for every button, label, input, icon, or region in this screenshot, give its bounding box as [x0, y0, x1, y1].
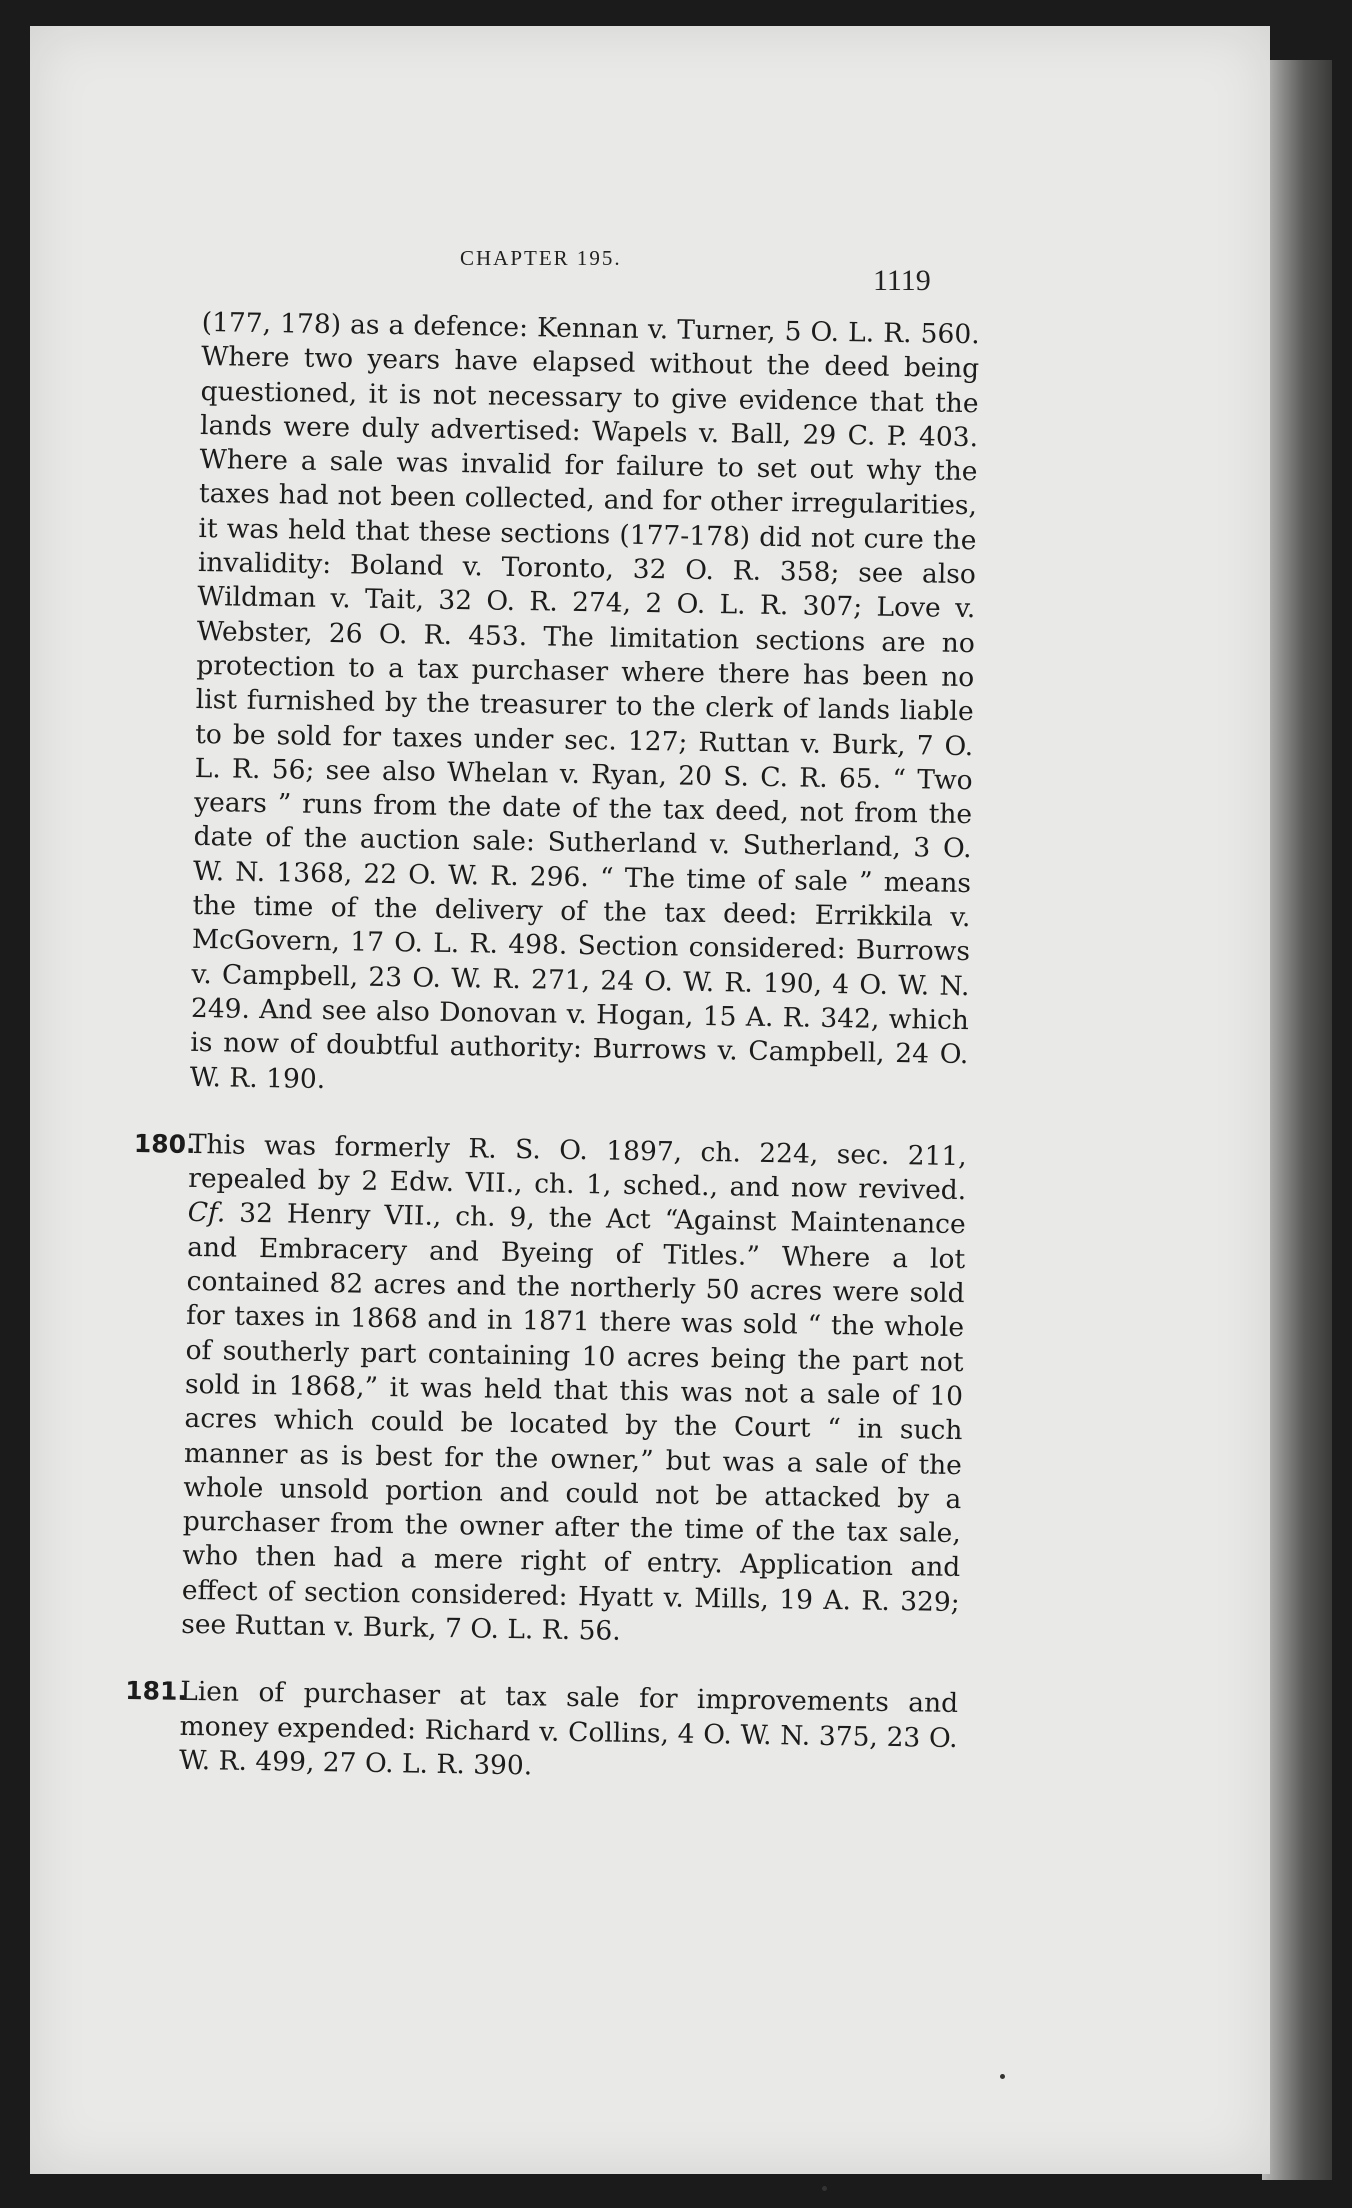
page-number: 1119 — [873, 264, 931, 297]
dust-speck — [1000, 2074, 1005, 2079]
page-edge-shadow — [1262, 60, 1332, 2180]
continued-note-text: (177, 178) as a defence: Kennan v. Turner, 5 O. L. R. 560. Where two years have elapsed without the deed being questioned, it is not necessary to give evidence that the lands were duly advertised: Wapels v. Ball, 29 C. P. 403. Where a sale was invalid for failure to set out why the taxes had not been collected, and for other irregularities, it was held that these sections (177-178) did not cure the invalidity: Boland v. Toronto, 32 O. R. 358; see also Wildman v. Tait, 32 O. R. 274, 2 O. L. R. 307; Love v. Webster, 26 O. R. 453. The limitation sections are no protection to a tax purchaser where there has been no list furnished by the treasurer to the clerk of lands liable to be sold for taxes under sec. 127; Ruttan v. Burk, 7 O. L. R. 56; see also Whelan v. Ryan, 20 S. C. R. 65. “ Two years ” runs from the date of the tax deed, not from the date of the auction sale: Sutherland v. Sutherland, 3 O. W. N. 1368, 22 O. W. R. 296. “ The time of sale ” means the time of the delivery of the tax deed: Errikkila v. McGovern, 17 O. L. R. 498. Section considered: Burrows v. Campbell, 23 O. W. R. 271, 24 O. W. R. 190, 4 O. W. N. 249. And see also Donovan v. Hogan, 15 A. R. 342, which is now of doubtful authority: Burrows v. Campbell, 24 O. W. R. 190. — [189, 306, 980, 1095]
note-text: Lien of purchaser at tax sale for improvements and money expended: Richard v. Collins, 4 O. W. N. 375, 23 O. W. R. 499, 27 O. L. R. 390. — [178, 1676, 959, 1782]
note-text — [181, 1128, 967, 1655]
note-number: 181. — [125, 1676, 188, 1707]
note-text-part: 32 Henry VII., ch. 9, the Act “Against Maintenance and Embracery and Byeing of Titles.” Where a lot contained 82 acres and the northerly 50 acres were sold for taxes in 1868 and in 1871 there was sold “ the whole of southerly part containing 10 acres being the part not sold in 1868,” it was held that this was not a sale of 10 acres which could be located by the Court “ in such manner as is best for the owner,” but was a sale of the whole unsold portion and could not be attacked by a purchaser from the owner after the time of the tax sale, who then had a mere right of entry. Application and effect of section considered: Hyatt v. Mills, 19 A. R. 329; see Ruttan v. Burk, 7 O. L. R. 56. — [181, 1197, 966, 1647]
note-181 — [125, 1675, 959, 1790]
note-number: 180. — [133, 1128, 196, 1159]
cf-abbreviation: Cf. — [187, 1197, 226, 1229]
chapter-heading: CHAPTER 195. — [460, 246, 622, 270]
page-body — [125, 306, 980, 1790]
note-text-part: This was formerly R. S. O. 1897, ch. 224, sec. 211, repealed by 2 Edw. VII., ch. 1, sched., and now revived. — [188, 1128, 967, 1207]
note-180 — [133, 1128, 967, 1655]
dust-speck — [822, 2186, 827, 2191]
